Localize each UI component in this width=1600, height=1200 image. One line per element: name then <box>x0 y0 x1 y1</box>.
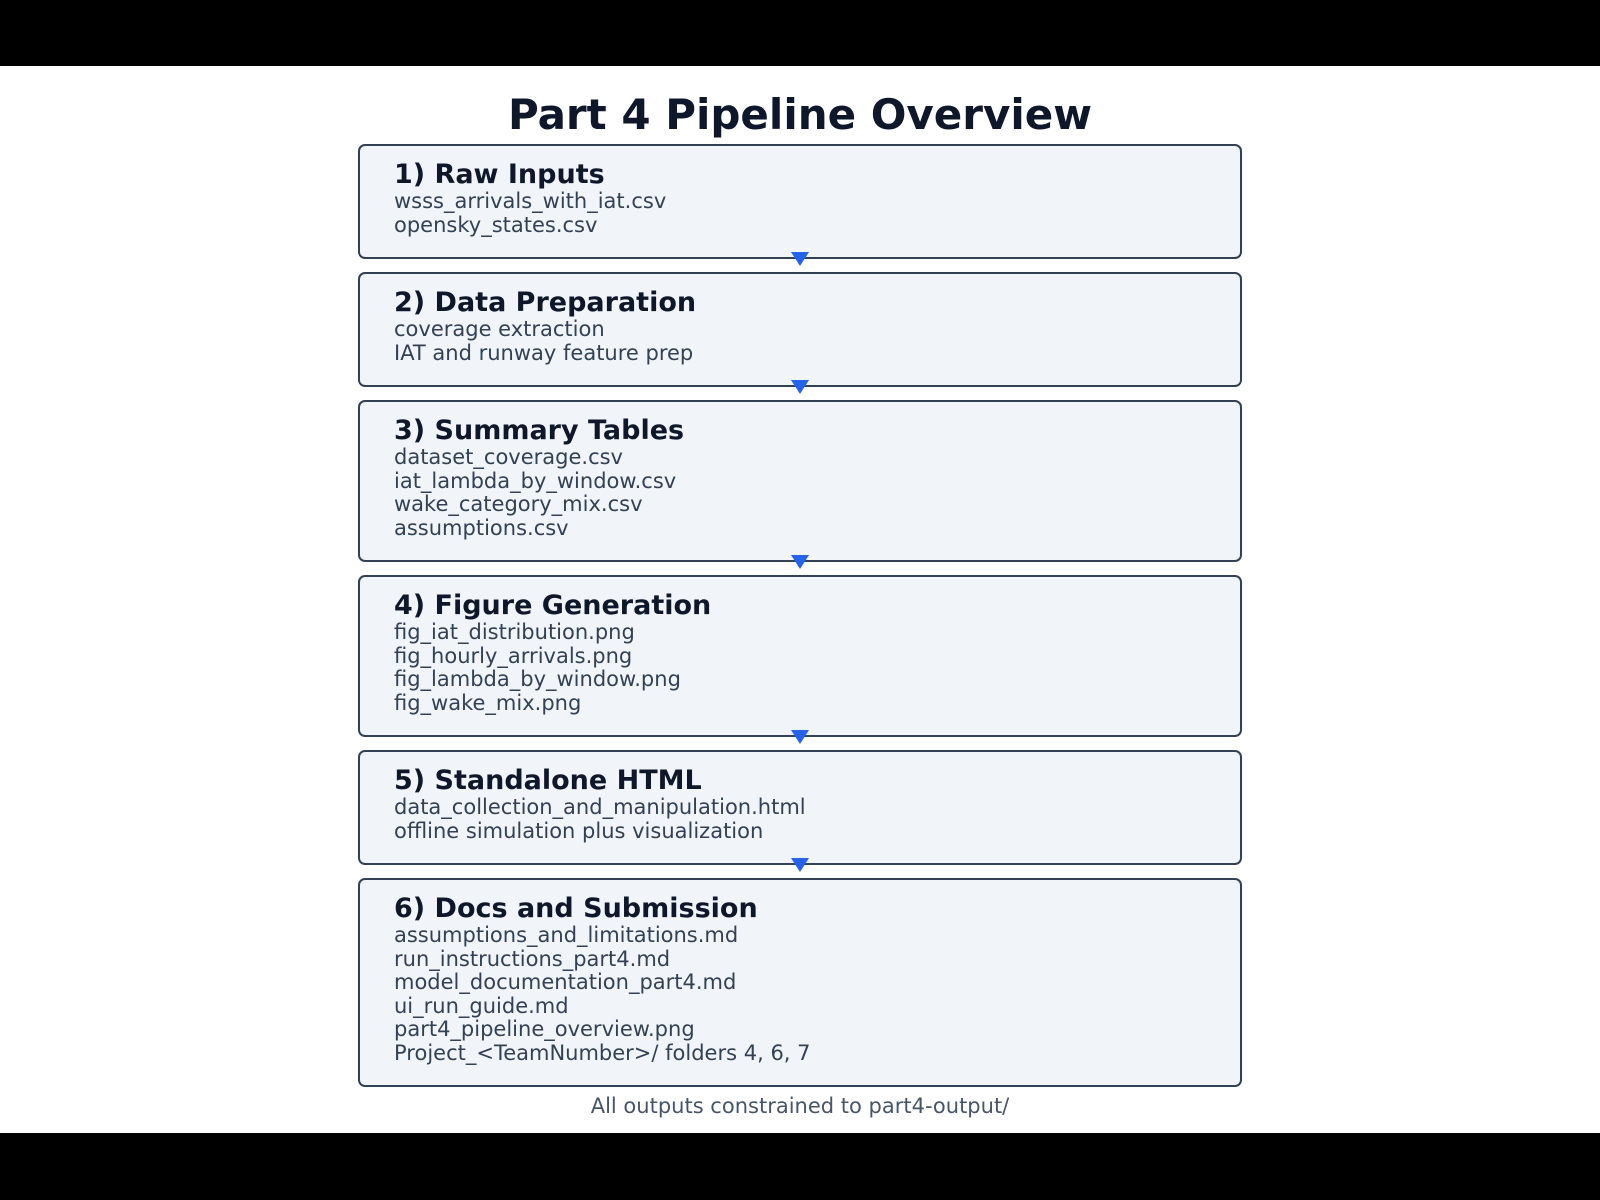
stage-title: 2) Data Preparation <box>394 287 697 318</box>
stage-title: 5) Standalone HTML <box>394 765 702 796</box>
down-arrow-icon <box>790 554 810 570</box>
stage-title: 6) Docs and Submission <box>394 893 758 924</box>
stage-item: opensky_states.csv <box>394 212 598 237</box>
letterbox-bottom <box>0 1133 1600 1200</box>
stage-item: assumptions_and_limitations.md <box>394 923 739 947</box>
stage-docs-and-submission <box>358 878 1242 1087</box>
stage-item: assumptions.csv <box>394 515 569 540</box>
stage-item: iat_lambda_by_window.csv <box>394 468 677 493</box>
footer-note: All outputs constrained to part4-output/ <box>590 1094 1010 1118</box>
stage-item: offline simulation plus visualization <box>394 818 764 843</box>
stage-item: data_collection_and_manipulation.html <box>394 795 806 819</box>
stage-item: model_documentation_part4.md <box>394 970 737 994</box>
diagram-canvas <box>0 66 1600 1133</box>
stage-item: part4_pipeline_overview.png <box>394 1017 695 1041</box>
stage-item: Project_<TeamNumber>/ folders 4, 6, 7 <box>394 1040 811 1065</box>
down-arrow-icon <box>790 729 810 745</box>
down-arrow-icon <box>790 379 810 395</box>
stage-figure-generation <box>358 575 1242 737</box>
stage-title: 1) Raw Inputs <box>394 159 605 190</box>
stage-item: fig_hourly_arrivals.png <box>394 643 633 668</box>
down-arrow-icon <box>790 857 810 873</box>
stage-item: wake_category_mix.csv <box>394 492 643 516</box>
stage-data-preparation <box>358 272 1242 387</box>
stage-item: fig_iat_distribution.png <box>394 620 635 644</box>
down-arrow-icon <box>790 251 810 267</box>
diagram-title: Part 4 Pipeline Overview <box>507 90 1093 139</box>
stage-item: run_instructions_part4.md <box>394 946 671 971</box>
stage-raw-inputs <box>358 144 1242 259</box>
stage-item: ui_run_guide.md <box>394 993 569 1018</box>
stage-item: wsss_arrivals_with_iat.csv <box>394 189 667 213</box>
stage-item: fig_wake_mix.png <box>394 690 582 715</box>
stage-item: coverage extraction <box>394 317 605 341</box>
stage-item: IAT and runway feature prep <box>394 340 694 365</box>
stage-standalone-html <box>358 750 1242 865</box>
letterbox-top <box>0 0 1600 66</box>
stage-summary-tables <box>358 400 1242 562</box>
stage-item: fig_lambda_by_window.png <box>394 667 681 691</box>
stage-item: dataset_coverage.csv <box>394 445 623 469</box>
stage-title: 3) Summary Tables <box>394 415 685 446</box>
stage-title: 4) Figure Generation <box>394 590 712 621</box>
